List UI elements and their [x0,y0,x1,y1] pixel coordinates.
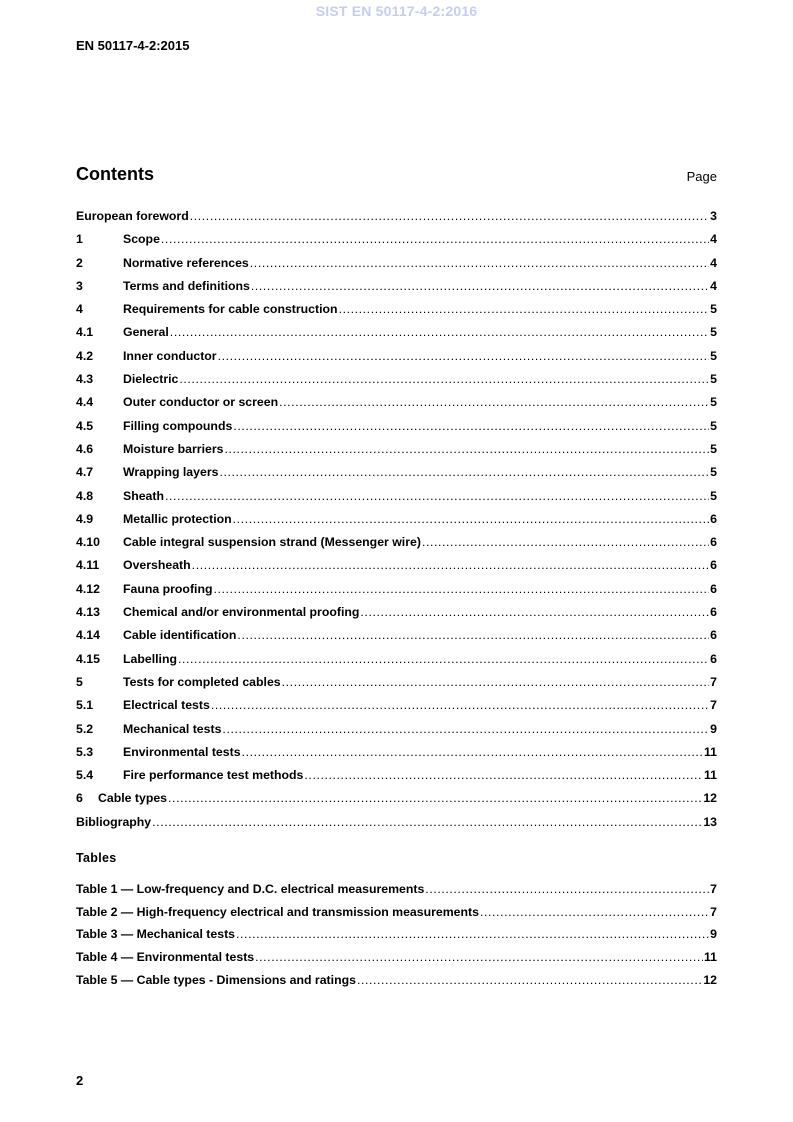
toc-entry-number: 4.5 [76,418,94,433]
toc-leader-dots [218,349,710,363]
toc-leader-dots [224,442,709,456]
contents-title: Contents [76,164,154,184]
toc-entry-page: 5 [710,348,717,363]
toc-leader-dots [222,722,709,736]
toc-entry-title: Moisture barriers [123,441,224,456]
toc-entry-title: Dielectric [123,372,179,387]
toc-entry-page: 5 [710,418,717,433]
toc-entry[interactable] [76,768,717,791]
toc-entry-page: 11 [704,768,717,783]
document-id: EN 50117-4-2:2015 [76,38,190,53]
toc-entry[interactable] [76,745,717,768]
toc-leader-dots [161,232,709,246]
toc-leader-dots [170,325,709,339]
toc-entry-page: 5 [710,441,717,456]
table-entry-page: 9 [710,927,717,942]
toc-entry-page: 3 [710,209,717,223]
toc-leader-dots [213,582,709,596]
toc-entry-number: 4.9 [76,511,94,526]
toc-entry-title: Fauna proofing [123,581,213,596]
toc-entry[interactable] [76,791,717,814]
toc-entry-title: Wrapping layers [123,465,219,480]
toc-entry-page: 5 [710,395,717,410]
toc-leader-dots [178,652,709,666]
toc-entry[interactable] [76,535,717,558]
toc-leader-dots [480,905,709,919]
toc-entry-title: Cable types [98,791,168,806]
toc-entry-number: 4.14 [76,628,100,643]
toc-entry[interactable] [76,256,717,279]
toc-entry-page: 6 [710,651,717,666]
toc-entry-title: Scope [123,232,160,247]
toc-entry-number: 4.12 [76,581,100,596]
toc-entry[interactable] [76,652,717,675]
toc-entry-page: 5 [710,325,717,340]
toc-entry-title: Cable integral suspension strand (Messenger wire) [123,535,421,550]
toc-entry-number: 2 [76,255,83,270]
toc-entry-title: Fire performance test methods [123,768,304,783]
toc-entry-number: 4.8 [76,488,94,503]
toc-entry[interactable] [76,815,717,838]
toc-leader-dots [237,628,709,642]
toc-entry-page: 13 [703,814,717,829]
toc-entry-page: 6 [710,511,717,526]
table-entry-page: 7 [710,882,717,896]
table-entry[interactable] [76,927,717,950]
toc-entry-title: Sheath [123,488,164,503]
toc-entry-title: Labelling [123,651,177,666]
toc-entry-page: 6 [710,581,717,596]
toc-leader-dots [282,675,710,689]
toc-entry-page: 5 [710,465,717,480]
toc-entry-number: 4.2 [76,348,94,363]
toc-entry-title: European foreword [76,209,189,223]
toc-entry-title: Electrical tests [123,698,210,713]
toc-entry[interactable] [76,395,717,418]
toc-entry[interactable] [76,349,717,372]
toc-leader-dots [233,419,709,433]
toc-entry-page: 5 [710,488,717,503]
toc-leader-dots [250,256,709,270]
table-entry-title: Table 5 — Cable types - Dimensions and ratings [76,972,356,987]
toc-entry-number: 4.15 [76,651,100,666]
toc-entry-title: Requirements for cable construction [123,302,338,317]
toc-leader-dots [425,882,709,896]
toc-leader-dots [360,605,709,619]
toc-leader-dots [339,302,710,316]
toc-leader-dots [304,768,703,782]
toc-entry[interactable] [76,582,717,605]
toc-leader-dots [236,927,709,941]
toc-leader-dots [192,558,709,572]
toc-leader-dots [168,791,702,805]
toc-entry[interactable] [76,442,717,465]
list-of-tables [76,882,717,995]
toc-entry-title: Metallic protection [123,511,232,526]
toc-entry-title: Cable identification [123,628,237,643]
toc-entry-page: 4 [710,255,717,270]
toc-entry-page: 7 [710,674,717,689]
toc-entry-title: Terms and definitions [123,278,250,293]
toc-entry-number: 4.6 [76,441,94,456]
toc-entry-title: Normative references [123,255,249,270]
toc-entry-title: Chemical and/or environmental proofing [123,605,360,620]
table-entry-page: 11 [704,950,717,965]
table-entry-title: Table 2 — High-frequency electrical and transmission measurements [76,904,479,919]
toc-entry[interactable] [76,628,717,651]
toc-leader-dots [255,950,703,964]
toc-entry-title: Outer conductor or screen [123,395,279,410]
toc-entry[interactable] [76,489,717,512]
toc-leader-dots [219,465,709,479]
table-entry[interactable] [76,905,717,928]
toc-entry-page: 6 [710,605,717,620]
toc-entry-title: General [123,325,169,340]
toc-entry-number: 4.3 [76,372,94,387]
toc-entry[interactable] [76,558,717,581]
toc-entry-page: 11 [704,744,717,759]
toc-leader-dots [279,395,709,409]
toc-entry-title: Inner conductor [123,348,217,363]
toc-entry-number: 6 [76,791,83,806]
toc-entry[interactable] [76,279,717,302]
toc-entry-number: 4.7 [76,465,94,480]
toc-leader-dots [152,815,702,829]
toc-entry-page: 4 [710,232,717,247]
toc-leader-dots [251,279,709,293]
toc-entry-title: Mechanical tests [123,721,222,736]
toc-entry-number: 4.1 [76,325,94,340]
toc-entry[interactable] [76,232,717,255]
toc-entry-page: 6 [710,558,717,573]
toc-entry[interactable] [76,512,717,535]
tables-heading: Tables [76,851,117,865]
toc-entry-number: 5.2 [76,721,94,736]
table-entry-page: 7 [710,904,717,919]
toc-entry[interactable] [76,698,717,721]
toc-leader-dots [357,973,702,987]
toc-entry[interactable] [76,419,717,442]
toc-entry-page: 9 [710,721,717,736]
toc-entry-number: 4 [76,302,83,317]
toc-entry-number: 4.10 [76,535,100,550]
toc-entry[interactable] [76,465,717,488]
toc-leader-dots [179,372,709,386]
watermark: SIST EN 50117-4-2:2016 [315,3,478,19]
toc-entry-title: Filling compounds [123,418,233,433]
toc-entry-page: 4 [710,278,717,293]
toc-leader-dots [242,745,703,759]
toc-leader-dots [422,535,709,549]
toc-entry[interactable] [76,325,717,348]
toc-entry-page: 6 [710,628,717,643]
toc-leader-dots [165,489,709,503]
table-of-contents [76,209,717,838]
toc-entry-number: 4.13 [76,605,100,620]
toc-entry-title: Oversheath [123,558,191,573]
toc-entry[interactable] [76,675,717,698]
toc-entry-page: 6 [710,535,717,550]
toc-entry-number: 3 [76,278,83,293]
toc-leader-dots [211,698,709,712]
toc-entry-page: 5 [710,372,717,387]
toc-entry[interactable] [76,209,717,232]
toc-entry[interactable] [76,302,717,325]
toc-entry-number: 5.4 [76,768,94,783]
toc-entry-number: 5 [76,674,83,689]
toc-entry-page: 12 [703,791,717,806]
toc-entry-title: Bibliography [76,814,152,829]
table-entry[interactable] [76,882,717,905]
toc-leader-dots [190,209,709,223]
toc-entry-page: 7 [710,698,717,713]
toc-entry-page: 5 [710,302,717,317]
table-entry-title: Table 3 — Mechanical tests [76,927,236,942]
toc-entry-number: 4.4 [76,395,94,410]
table-entry-page: 12 [703,972,717,987]
toc-entry-number: 5.3 [76,744,94,759]
toc-leader-dots [233,512,710,526]
page-column-label: Page [686,169,717,184]
toc-entry-number: 5.1 [76,698,94,713]
page-number: 2 [76,1073,84,1088]
toc-entry-number: 4.11 [76,558,100,573]
toc-entry-number: 1 [76,232,83,247]
table-entry[interactable] [76,973,717,996]
table-entry-title: Table 4 — Environmental tests [76,950,255,965]
toc-entry[interactable] [76,605,717,628]
toc-entry-title: Tests for completed cables [123,674,281,689]
toc-entry[interactable] [76,372,717,395]
toc-entry[interactable] [76,722,717,745]
toc-entry-title: Environmental tests [123,744,241,759]
table-entry[interactable] [76,950,717,973]
table-entry-title: Table 1 — Low-frequency and D.C. electrical measurements [76,882,425,896]
